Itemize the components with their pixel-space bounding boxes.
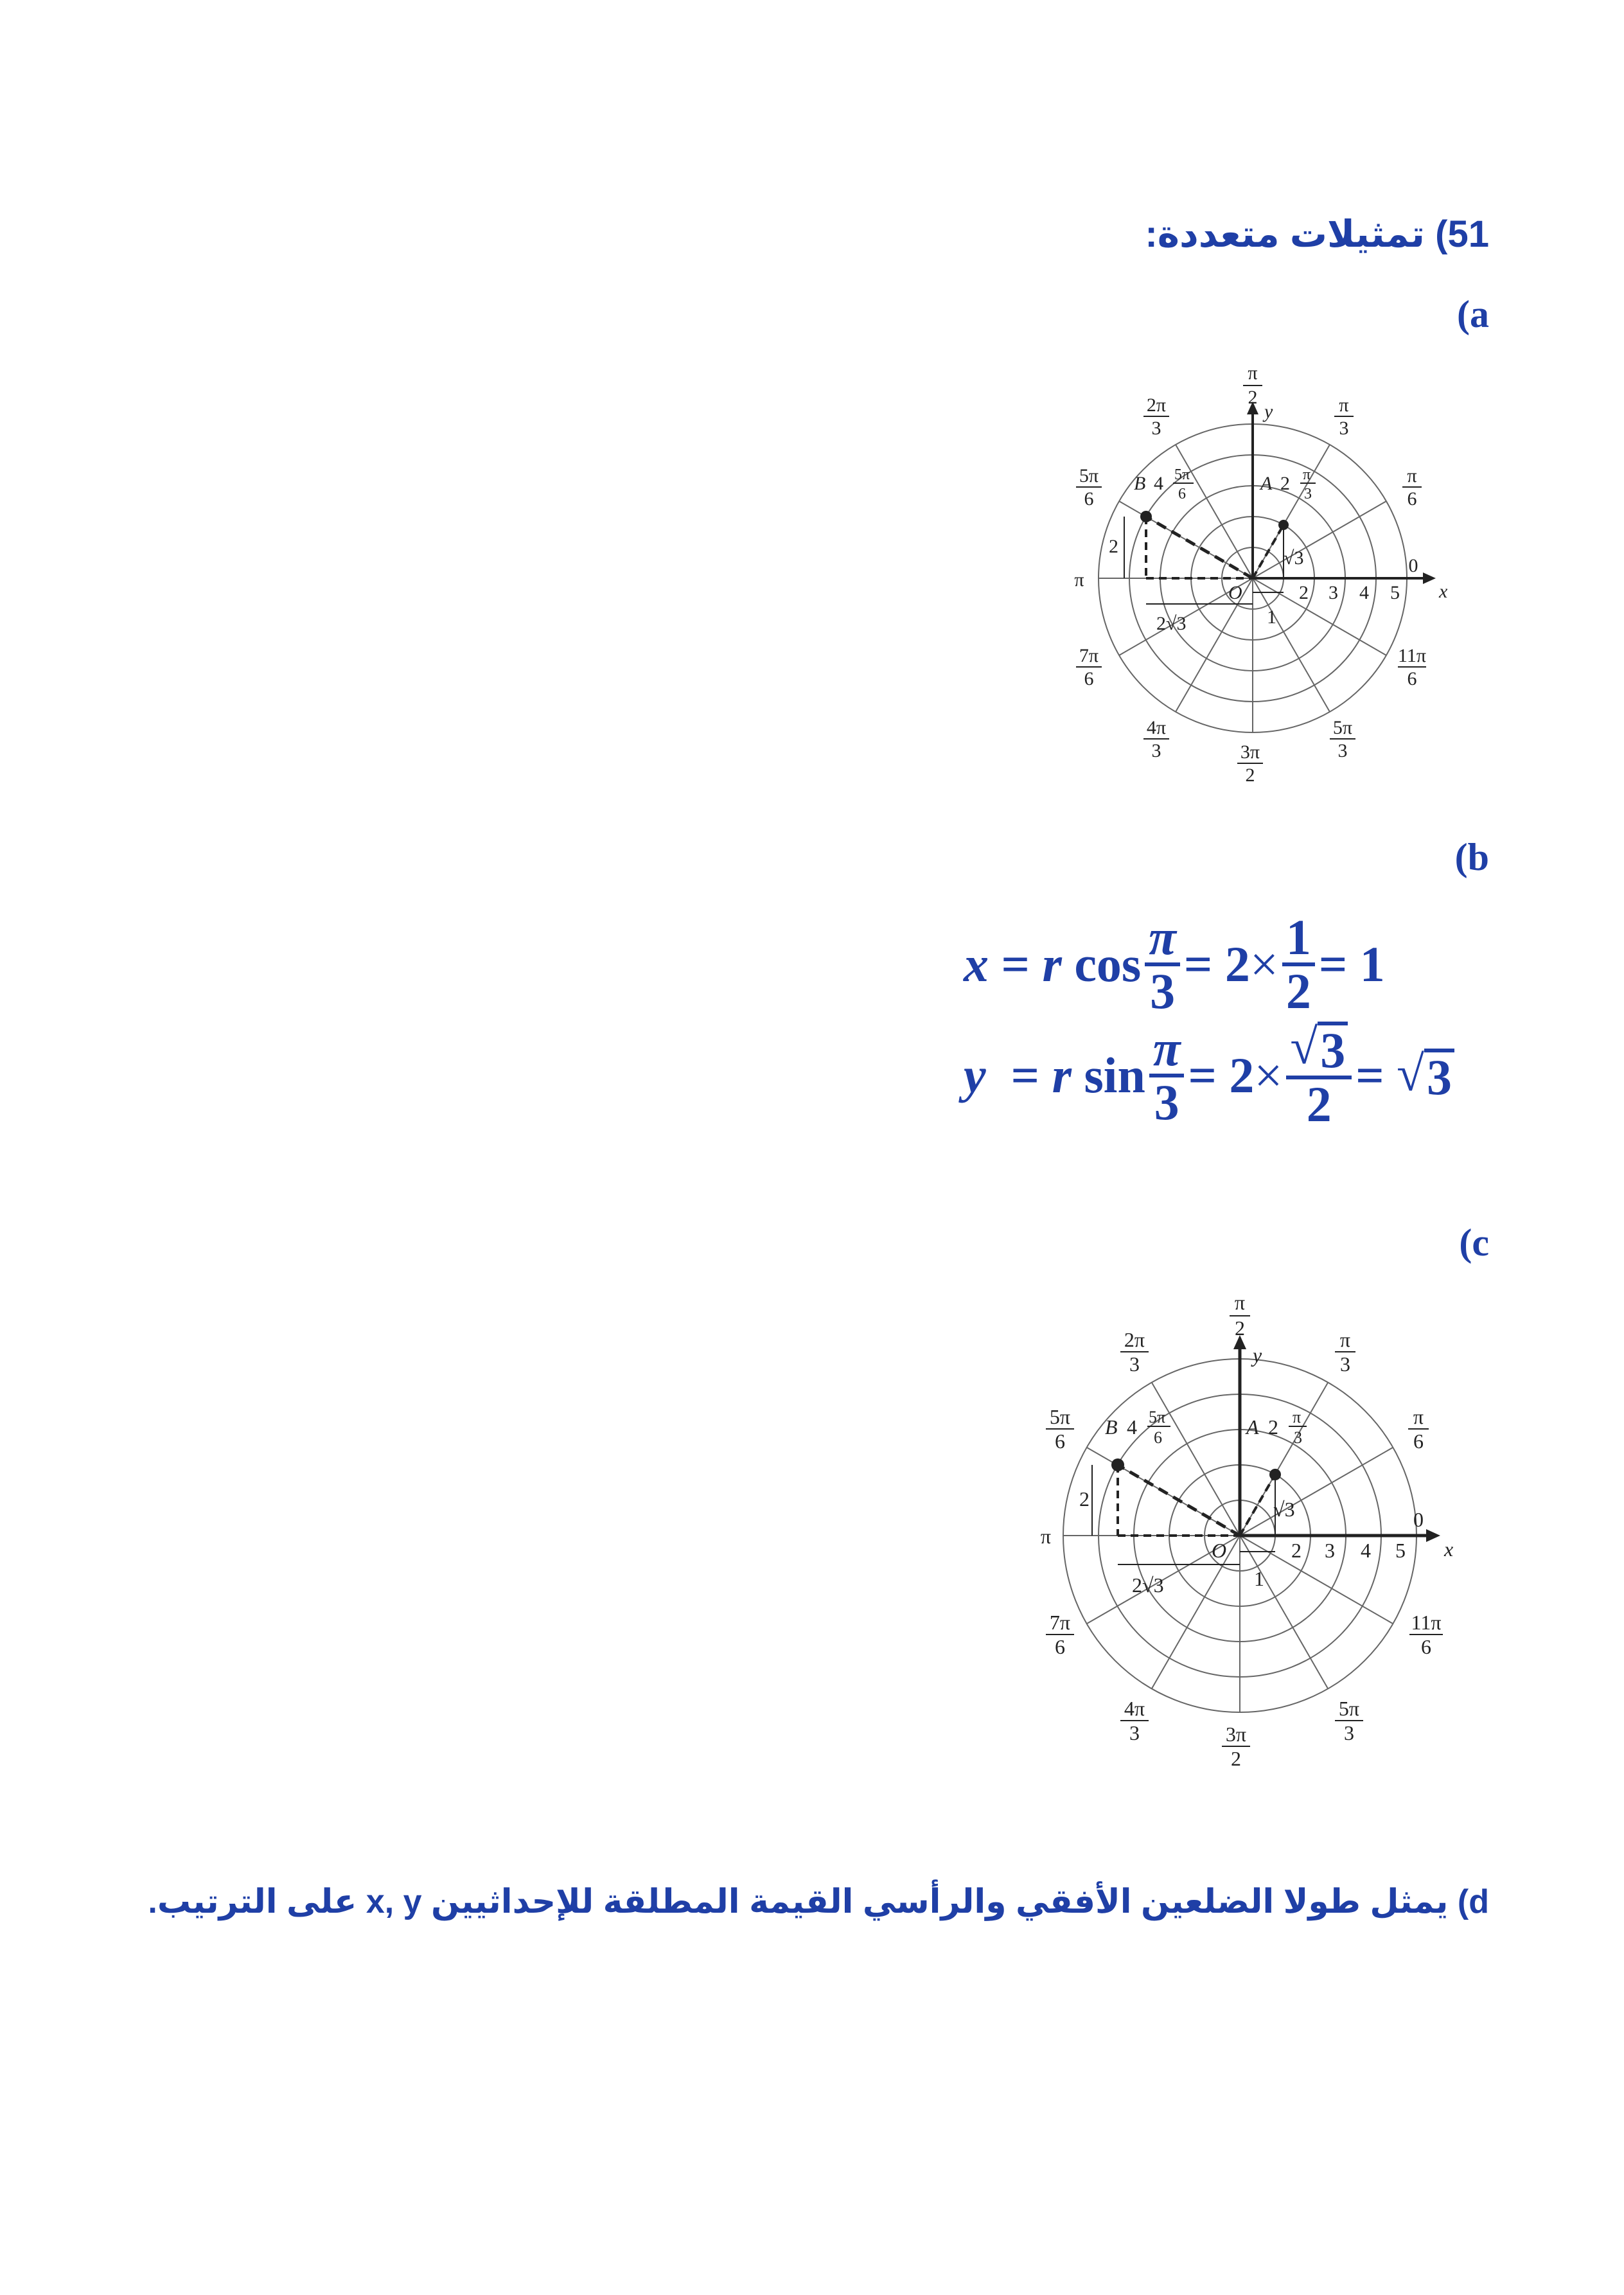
tick-2: 2	[1299, 582, 1309, 603]
label-7pi-over-6-num: 7π	[1079, 645, 1099, 666]
label-7pi-over-6-den: 6	[1084, 668, 1094, 689]
point-b-name: B	[1134, 473, 1146, 494]
y-eq-angle-frac: $\frac{\pi}{3}$	[1149, 1023, 1185, 1128]
c-tick-4: 4	[1361, 1539, 1371, 1562]
x-eq-cos-value: $\frac{1}{2}$	[1282, 912, 1315, 1016]
y-axis-label: y	[1264, 401, 1273, 422]
seg-one-label: 1	[1267, 607, 1276, 628]
x-eq-lhs: x	[964, 936, 989, 992]
x-eq-angle-frac: $\frac{\pi}{3}$	[1145, 912, 1180, 1016]
y-equation: y = r sin $\frac{\pi}{3}$ = 2 × √ 3 2 = √ 3	[964, 1022, 1454, 1130]
x-axis-label: x	[1439, 581, 1448, 602]
c-label-pi-over-2-den: 2	[1235, 1316, 1245, 1340]
y-eq-two: 2	[1229, 1047, 1255, 1103]
point-b-theta-num: 5π	[1174, 466, 1190, 483]
x-eq-result: 1	[1359, 936, 1385, 992]
tick-5: 5	[1390, 582, 1400, 603]
c-tick-3: 3	[1325, 1539, 1335, 1562]
point-a-name: A	[1260, 473, 1273, 494]
x-equation: x = r cos $\frac{\pi}{3}$ = 2 × $\frac{1}{2}$ = 1	[964, 909, 1385, 1019]
polar-graph-a	[1060, 366, 1458, 793]
label-pi-over-3-den: 3	[1339, 418, 1349, 439]
y-eq-lhs: y	[964, 1047, 986, 1103]
label-pi-over-6-den: 6	[1407, 488, 1417, 510]
c-label-3pi-over-2-num: 3π	[1225, 1723, 1247, 1746]
c-label-11pi-over-6-den: 6	[1421, 1635, 1431, 1658]
part-d-label: d)	[1457, 1883, 1489, 1920]
x-eq-fn: cos	[1074, 936, 1142, 992]
label-3pi-over-2-num: 3π	[1240, 741, 1260, 763]
seg-two-sqrt3-label: 2√3	[1156, 613, 1187, 634]
polar-graph-svg-a	[1060, 366, 1458, 790]
label-11pi-over-6-den: 6	[1407, 668, 1417, 689]
problem-title: 51) تمثيلات متعددة:	[1145, 213, 1489, 255]
label-pi: π	[1074, 569, 1084, 590]
c-label-2pi-over-3-num: 2π	[1124, 1328, 1145, 1351]
polar-graph-c	[1034, 1291, 1458, 1783]
seg-sqrt3-label: √3	[1284, 547, 1304, 569]
origin-label: O	[1228, 582, 1242, 603]
c-seg-two-sqrt3-label: 2√3	[1132, 1573, 1164, 1597]
label-pi-over-6-num: π	[1407, 465, 1417, 486]
c-label-7pi-over-6-num: 7π	[1049, 1611, 1071, 1634]
label-5pi-over-3-num: 5π	[1332, 717, 1353, 738]
c-label-pi-over-2-num: π	[1234, 1291, 1246, 1314]
c-point-b-r: 4	[1127, 1415, 1137, 1439]
y-eq-r: r	[1052, 1047, 1072, 1103]
c-point-a-r: 2	[1268, 1415, 1278, 1439]
y-eq-fn: sin	[1084, 1047, 1145, 1103]
tick-3: 3	[1328, 582, 1338, 603]
c-label-pi-over-6-den: 6	[1413, 1430, 1424, 1453]
c-seg-sqrt3-label: √3	[1273, 1498, 1295, 1521]
c-label-pi: π	[1040, 1525, 1052, 1548]
c-label-pi-over-6-num: π	[1413, 1405, 1424, 1428]
c-x-axis-label: x	[1444, 1537, 1454, 1561]
c-label-2pi-over-3-den: 3	[1129, 1352, 1140, 1376]
label-3pi-over-2-den: 2	[1245, 765, 1255, 786]
x-eq-r: r	[1042, 936, 1062, 992]
point-a-theta-num: π	[1303, 466, 1311, 483]
c-point-b-theta-num: 5π	[1149, 1408, 1166, 1426]
label-pi-over-2-num: π	[1248, 366, 1258, 384]
c-label-zero: 0	[1413, 1508, 1424, 1531]
c-label-5pi-over-3-den: 3	[1344, 1721, 1354, 1744]
c-label-5pi-over-6-num: 5π	[1049, 1405, 1071, 1428]
c-tick-5: 5	[1395, 1539, 1406, 1562]
tick-4: 4	[1359, 582, 1369, 603]
label-5pi-over-6-den: 6	[1084, 488, 1094, 510]
c-label-11pi-over-6-num: 11π	[1411, 1611, 1442, 1634]
equations-block	[964, 909, 1529, 1132]
c-label-3pi-over-2-den: 2	[1231, 1747, 1241, 1770]
x-eq-two: 2	[1224, 936, 1250, 992]
c-tick-2: 2	[1291, 1539, 1302, 1562]
c-point-a-name: A	[1246, 1415, 1259, 1439]
label-pi-over-2-den: 2	[1248, 387, 1258, 408]
label-zero: 0	[1408, 555, 1418, 576]
c-label-5pi-over-6-den: 6	[1055, 1430, 1065, 1453]
label-4pi-over-3-den: 3	[1151, 740, 1161, 761]
seg-two-label: 2	[1109, 536, 1118, 557]
part-d-text	[148, 1883, 1489, 1921]
polar-graph-svg-c	[1034, 1291, 1458, 1780]
c-point-a-theta-den: 3	[1294, 1428, 1302, 1447]
label-pi-over-3-num: π	[1339, 394, 1349, 416]
c-seg-two-label: 2	[1079, 1487, 1090, 1511]
point-a-theta-den: 3	[1304, 486, 1312, 502]
c-label-7pi-over-6-den: 6	[1055, 1635, 1065, 1658]
c-point-b-theta-den: 6	[1154, 1428, 1162, 1447]
y-eq-sin-value: √ 3 2	[1286, 1022, 1352, 1130]
point-a-r: 2	[1280, 473, 1290, 494]
part-c-label: (c	[1459, 1221, 1489, 1264]
c-label-4pi-over-3-den: 3	[1129, 1721, 1140, 1744]
c-label-5pi-over-3-num: 5π	[1338, 1697, 1360, 1720]
label-5pi-over-6-num: 5π	[1079, 465, 1099, 486]
c-y-axis-label: y	[1253, 1343, 1262, 1367]
c-point-a-theta-num: π	[1293, 1408, 1302, 1426]
c-label-4pi-over-3-num: 4π	[1124, 1697, 1145, 1720]
part-b-label: (b	[1454, 836, 1489, 878]
c-point-b-name: B	[1105, 1415, 1118, 1439]
c-seg-one-label: 1	[1254, 1567, 1264, 1590]
c-origin-label: O	[1212, 1539, 1227, 1562]
c-label-pi-over-3-num: π	[1339, 1328, 1351, 1351]
label-5pi-over-3-den: 3	[1337, 740, 1348, 761]
label-4pi-over-3-num: 4π	[1146, 717, 1167, 738]
point-b-theta-den: 6	[1178, 486, 1186, 502]
part-d-body: يمثل طولا الضلعين الأفقي والرأسي القيمة المطلقة للإحداثيين x, y على الترتيب.	[148, 1883, 1449, 1920]
point-b-r: 4	[1154, 473, 1163, 494]
label-2pi-over-3-den: 3	[1151, 418, 1161, 439]
c-label-pi-over-3-den: 3	[1340, 1352, 1350, 1376]
y-eq-result: √ 3	[1397, 1049, 1454, 1103]
label-2pi-over-3-num: 2π	[1146, 394, 1167, 416]
label-11pi-over-6-num: 11π	[1397, 645, 1427, 666]
part-a-label: (a	[1457, 293, 1489, 335]
